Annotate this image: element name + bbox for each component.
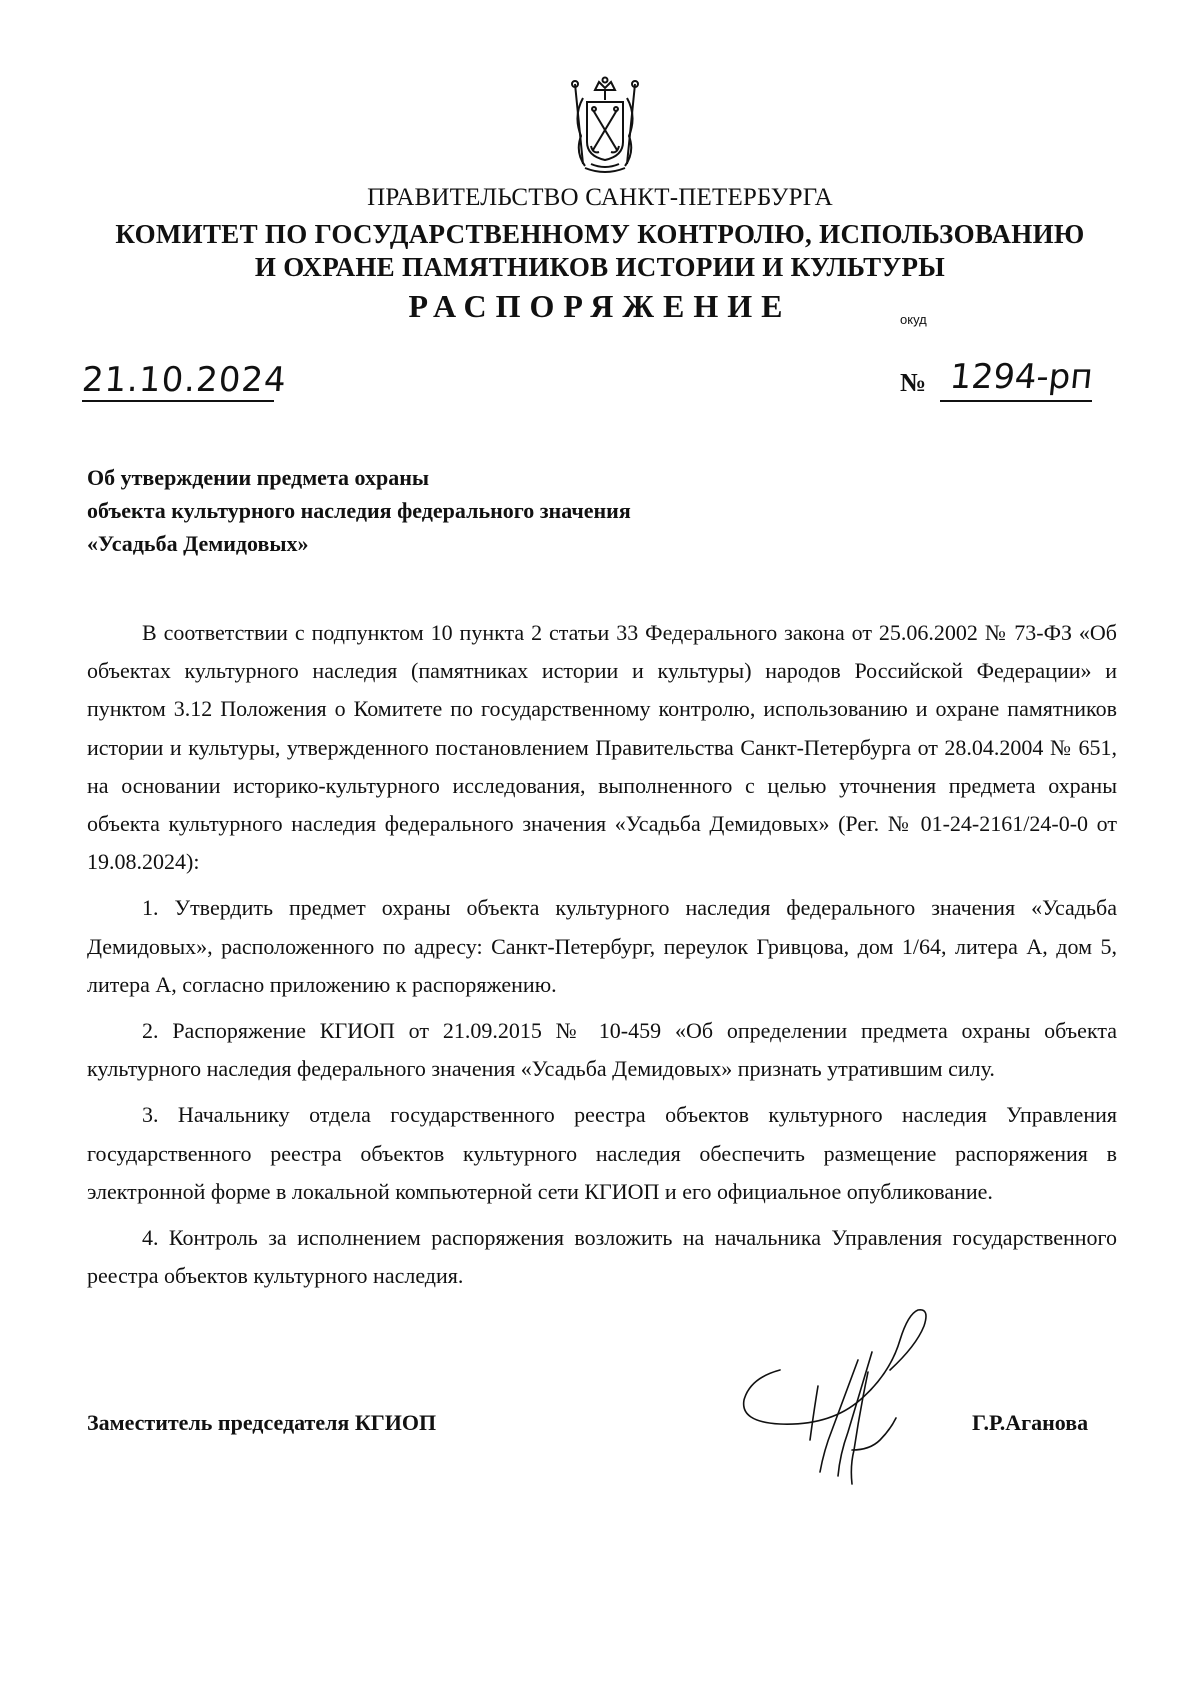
- order-item-3: 3. Начальнику отдела государственного реестра объектов культурного наследия Управления государственного реестра объектов культурного наследия обеспечить размещение распоряжения в электронной форме в локальной компьютерной сети КГИОП и его официальное опубликование.: [87, 1102, 1117, 1204]
- document-body: [87, 614, 1117, 1295]
- document-subject: [87, 461, 631, 560]
- order-item-4: 4. Контроль за исполнением распоряжения возложить на начальника Управления государственного реестра объектов культурного наследия.: [87, 1225, 1117, 1289]
- committee-name-line1: КОМИТЕТ ПО ГОСУДАРСТВЕННОМУ КОНТРОЛЮ, ИСПОЛЬЗОВАНИЮ: [115, 219, 1085, 249]
- committee-name-line2: И ОХРАНЕ ПАМЯТНИКОВ ИСТОРИИ И КУЛЬТУРЫ: [254, 252, 946, 282]
- order-item-2: 2. Распоряжение КГИОП от 21.09.2015 № 10-459 «Об определении предмета охраны объекта культурного наследия федерального значения «Усадьба Демидовых» признать утратившим силу.: [87, 1018, 1117, 1082]
- okud-label: окуд: [900, 312, 927, 327]
- subject-line3: «Усадьба Демидовых»: [87, 531, 309, 556]
- number-underline: [940, 400, 1092, 402]
- document-type: РАСПОРЯЖЕНИЕ: [408, 288, 792, 324]
- government-name: ПРАВИТЕЛЬСТВО САНКТ-ПЕТЕРБУРГА: [367, 184, 833, 211]
- signatory-title: Заместитель председателя КГИОП: [87, 1410, 437, 1435]
- number-sign: №: [900, 368, 927, 397]
- subject-line1: Об утверждении предмета охраны: [87, 465, 430, 490]
- committee-name: [0, 218, 1200, 284]
- preamble-paragraph: В соответствии с подпунктом 10 пункта 2 статьи 33 Федерального закона от 25.06.2002 № 73-ФЗ «Об объектах культурного наследия (памятниках истории и культуры) народов Российской Федерации» и пунктом 3.12 Положения о Комитете по государственному контролю, использованию и охране памятников истории и культуры, утвержденного постановлением Правительства Санкт-Петербурга от 28.04.2004 № 651, на основании историко-культурного исследования, выполненного с целью уточнения предмета охраны объекта культурного наследия федерального значения «Усадьба Демидовых» (Рег. № 01-24-2161/24-0-0 от 19.08.2024):: [87, 620, 1117, 875]
- subject-line2: объекта культурного наследия федерального значения: [87, 498, 631, 523]
- signatory-name: Г.Р.Аганова: [972, 1410, 1089, 1435]
- date-underline: [82, 400, 274, 402]
- saint-petersburg-coat-of-arms-icon: [565, 76, 645, 176]
- document-number: 1294-рп: [947, 357, 1095, 397]
- order-item-1: 1. Утвердить предмет охраны объекта культурного наследия федерального значения «Усадьба Демидовых», расположенного по адресу: Санкт-Петербург, переулок Гривцова, дом 1/64, литера А, дом 5, литера А, согласно приложению к распоряжению.: [87, 895, 1117, 997]
- document-date: 21.10.2024: [80, 360, 289, 400]
- handwritten-signature: [740, 1300, 960, 1490]
